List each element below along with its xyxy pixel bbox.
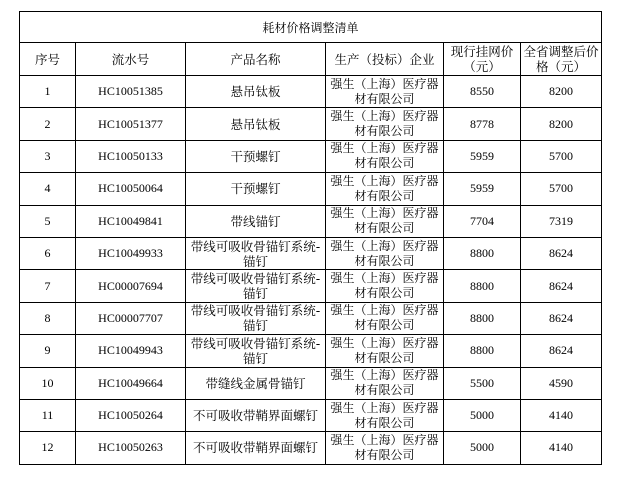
cell-adjusted-price: 8200 [521, 76, 602, 108]
cell-seq: 11 [20, 399, 76, 431]
cell-product: 不可吸收带鞘界面螺钉 [186, 399, 326, 431]
cell-product: 带线可吸收骨锚钉系统-锚钉 [186, 237, 326, 269]
cell-seq: 12 [20, 432, 76, 464]
cell-serial: HC00007707 [76, 302, 186, 334]
cell-adjusted-price: 8624 [521, 237, 602, 269]
cell-product: 带线可吸收骨锚钉系统-锚钉 [186, 270, 326, 302]
table-row [20, 270, 602, 302]
table-row [20, 173, 602, 205]
cell-product: 带缝线金属骨锚钉 [186, 367, 326, 399]
cell-adjusted-price: 4590 [521, 367, 602, 399]
cell-adjusted-price: 4140 [521, 432, 602, 464]
cell-manufacturer: 强生（上海）医疗器材有限公司 [326, 335, 444, 367]
cell-manufacturer: 强生（上海）医疗器材有限公司 [326, 173, 444, 205]
header-row [20, 43, 602, 76]
cell-current-price: 8800 [444, 270, 521, 302]
cell-seq: 8 [20, 302, 76, 334]
cell-manufacturer: 强生（上海）医疗器材有限公司 [326, 205, 444, 237]
price-table [19, 11, 602, 465]
cell-manufacturer: 强生（上海）医疗器材有限公司 [326, 237, 444, 269]
cell-current-price: 8800 [444, 237, 521, 269]
table-row [20, 302, 602, 334]
header-seq: 序号 [20, 43, 76, 76]
cell-manufacturer: 强生（上海）医疗器材有限公司 [326, 270, 444, 302]
cell-manufacturer: 强生（上海）医疗器材有限公司 [326, 302, 444, 334]
cell-adjusted-price: 7319 [521, 205, 602, 237]
table-row [20, 335, 602, 367]
cell-current-price: 8800 [444, 335, 521, 367]
cell-serial: HC10049664 [76, 367, 186, 399]
cell-manufacturer: 强生（上海）医疗器材有限公司 [326, 108, 444, 140]
header-adjusted-price: 全省调整后价格（元） [521, 43, 602, 76]
cell-product: 悬吊钛板 [186, 108, 326, 140]
cell-adjusted-price: 8624 [521, 302, 602, 334]
cell-serial: HC10050064 [76, 173, 186, 205]
cell-seq: 6 [20, 237, 76, 269]
cell-current-price: 5000 [444, 432, 521, 464]
table-title: 耗材价格调整清单 [20, 12, 602, 43]
cell-manufacturer: 强生（上海）医疗器材有限公司 [326, 367, 444, 399]
cell-seq: 7 [20, 270, 76, 302]
table-row [20, 108, 602, 140]
cell-serial: HC00007694 [76, 270, 186, 302]
cell-product: 干预螺钉 [186, 140, 326, 172]
cell-manufacturer: 强生（上海）医疗器材有限公司 [326, 76, 444, 108]
cell-current-price: 8778 [444, 108, 521, 140]
cell-serial: HC10049933 [76, 237, 186, 269]
cell-manufacturer: 强生（上海）医疗器材有限公司 [326, 432, 444, 464]
cell-seq: 2 [20, 108, 76, 140]
cell-current-price: 8550 [444, 76, 521, 108]
cell-product: 干预螺钉 [186, 173, 326, 205]
cell-adjusted-price: 4140 [521, 399, 602, 431]
header-manufacturer: 生产（投标）企业 [326, 43, 444, 76]
header-current-price: 现行挂网价（元） [444, 43, 521, 76]
table-row [20, 399, 602, 431]
cell-product: 带线可吸收骨锚钉系统-锚钉 [186, 302, 326, 334]
cell-seq: 4 [20, 173, 76, 205]
header-product: 产品名称 [186, 43, 326, 76]
cell-serial: HC10050133 [76, 140, 186, 172]
cell-manufacturer: 强生（上海）医疗器材有限公司 [326, 140, 444, 172]
table-row [20, 76, 602, 108]
cell-current-price: 5500 [444, 367, 521, 399]
cell-manufacturer: 强生（上海）医疗器材有限公司 [326, 399, 444, 431]
cell-serial: HC10050264 [76, 399, 186, 431]
cell-adjusted-price: 8624 [521, 335, 602, 367]
cell-seq: 3 [20, 140, 76, 172]
cell-serial: HC10049943 [76, 335, 186, 367]
cell-current-price: 8800 [444, 302, 521, 334]
cell-seq: 9 [20, 335, 76, 367]
cell-serial: HC10051385 [76, 76, 186, 108]
cell-product: 悬吊钛板 [186, 76, 326, 108]
cell-adjusted-price: 5700 [521, 173, 602, 205]
cell-seq: 1 [20, 76, 76, 108]
cell-current-price: 5959 [444, 140, 521, 172]
table-row [20, 432, 602, 464]
cell-seq: 10 [20, 367, 76, 399]
cell-adjusted-price: 5700 [521, 140, 602, 172]
table-row [20, 205, 602, 237]
price-adjustment-sheet [19, 11, 602, 465]
cell-adjusted-price: 8200 [521, 108, 602, 140]
cell-product: 带线可吸收骨锚钉系统-锚钉 [186, 335, 326, 367]
cell-product: 不可吸收带鞘界面螺钉 [186, 432, 326, 464]
cell-serial: HC10051377 [76, 108, 186, 140]
cell-adjusted-price: 8624 [521, 270, 602, 302]
cell-current-price: 7704 [444, 205, 521, 237]
cell-serial: HC10050263 [76, 432, 186, 464]
header-serial: 流水号 [76, 43, 186, 76]
table-row [20, 237, 602, 269]
table-row [20, 367, 602, 399]
cell-product: 带线锚钉 [186, 205, 326, 237]
cell-current-price: 5000 [444, 399, 521, 431]
cell-serial: HC10049841 [76, 205, 186, 237]
cell-seq: 5 [20, 205, 76, 237]
cell-current-price: 5959 [444, 173, 521, 205]
table-row [20, 140, 602, 172]
